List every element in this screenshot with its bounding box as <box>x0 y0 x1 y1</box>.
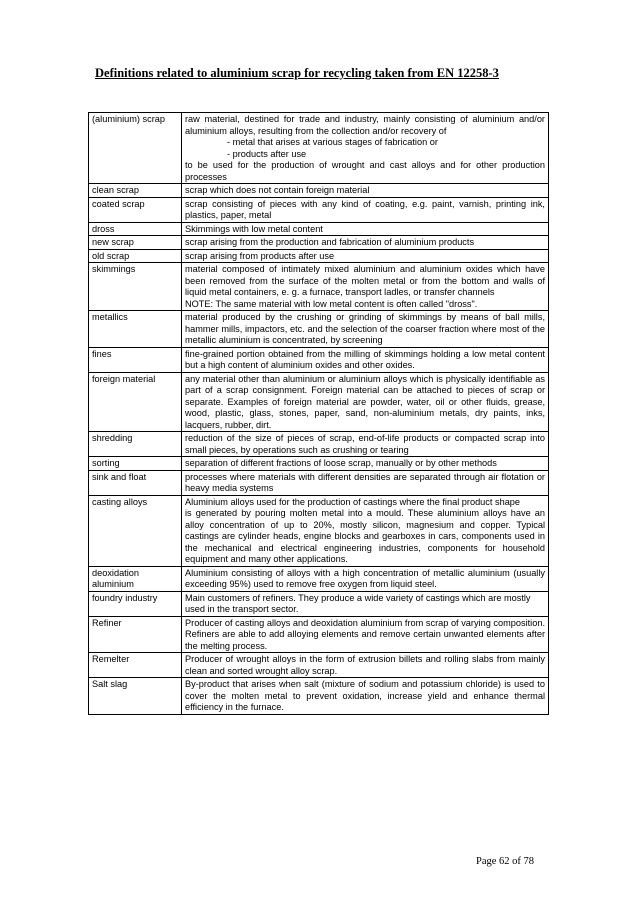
description-cell: Aluminium consisting of alloys with a high concentration of metallic aluminium (usually exceeding 95%) used to remove free oxygen from liquid steel. <box>182 566 549 591</box>
term-cell: Remelter <box>89 653 182 678</box>
table-row <box>89 311 549 348</box>
table-row <box>89 457 549 471</box>
term-cell: metallics <box>89 311 182 348</box>
table-row <box>89 372 549 432</box>
description-subitem: - metal that arises at various stages of fabrication or <box>227 137 438 147</box>
term-cell: skimmings <box>89 263 182 311</box>
table-row <box>89 236 549 250</box>
description-cell: Skimmings with low metal content <box>182 222 549 236</box>
term-cell: dross <box>89 222 182 236</box>
table-row <box>89 495 549 566</box>
description-cell: scrap arising from the production and fabrication of aluminium products <box>182 236 549 250</box>
description-cell: scrap arising from products after use <box>182 249 549 263</box>
description-cell: any material other than aluminium or aluminium alloys which is physically identifiable as part of a scrap consignment. Foreign material can be attached to pieces of scrap or separate. Examples of foreign material are powder, water, oil or other fluids, grease, wood, plastic, glass, stones, paper, sand, non-aluminium metals, dry paints, inks, lacquers, rubber, dirt. <box>182 372 549 432</box>
table-row <box>89 616 549 653</box>
description-text: Aluminium alloys used for the production of castings where the final product shape <box>185 496 521 507</box>
description-cell: scrap consisting of pieces with any kind of coating, e.g. paint, varnish, printing ink, plastics, paper, metal <box>182 197 549 222</box>
table-row <box>89 653 549 678</box>
description-text: is generated by pouring molten metal into a mould. These aluminium alloys have an alloy concentration of up to 20%, mostly silicon, magnesium and copper. Typical castings are cylinder heads, engine blocks and gearboxes in cars, components used in the mechanical and electrical engineering industries, components for household equipment and many other applications. <box>185 508 545 564</box>
description-note: NOTE: The same material with low metal content is often called "dross". <box>185 298 478 309</box>
table-row <box>89 566 549 591</box>
description-text: used in the transport sector. <box>185 604 299 614</box>
term-cell: deoxidation aluminium <box>89 566 182 591</box>
term-cell: coated scrap <box>89 197 182 222</box>
term-cell: old scrap <box>89 249 182 263</box>
table-row <box>89 678 549 715</box>
term-cell: Salt slag <box>89 678 182 715</box>
term-cell: (aluminium) scrap <box>89 113 182 184</box>
term-cell: sink and float <box>89 470 182 495</box>
description-cell: separation of different fractions of loose scrap, manually or by other methods <box>182 457 549 471</box>
description-cell: reduction of the size of pieces of scrap, end-of-life products or compacted scrap into small pieces, by operations such as crushing or tearing <box>182 432 549 457</box>
term-cell: clean scrap <box>89 184 182 198</box>
description-cell: By-product that arises when salt (mixture of sodium and potassium chloride) is used to cover the molten metal to prevent oxidation, increase yield and enhance thermal efficiency in the furnace. <box>182 678 549 715</box>
term-cell: Refiner <box>89 616 182 653</box>
description-cell: scrap which does not contain foreign material <box>182 184 549 198</box>
table-row <box>89 184 549 198</box>
term-cell: shredding <box>89 432 182 457</box>
description-cell: Producer of casting alloys and deoxidation aluminium from scrap of varying composition. Refiners are able to add alloying elements and remove certain unwanted elements after the melting process. <box>182 616 549 653</box>
description-subitem: - products after use <box>227 148 307 159</box>
page-title: Definitions related to aluminium scrap for recycling taken from EN 12258-3 <box>95 66 499 80</box>
description-cell: Producer of wrought alloys in the form of extrusion billets and rolling slabs from mainly clean and sorted wrought alloy scrap. <box>182 653 549 678</box>
page-number: Page 62 of 78 <box>476 856 535 867</box>
description-cell <box>182 263 549 311</box>
definitions-table <box>88 112 549 715</box>
table-row <box>89 263 549 311</box>
description-text: Main customers of refiners. They produce a wide variety of castings which are mostly <box>185 592 531 603</box>
description-text: raw material, destined for trade and industry, mainly consisting of aluminium and/or aluminium alloys, resulting from the collection and/or recovery of <box>185 114 545 136</box>
term-cell: foundry industry <box>89 591 182 616</box>
description-text: to be used for the production of wrought and cast alloys and for other production processes <box>185 160 545 182</box>
description-cell: processes where materials with different densities are separated through air flotation or heavy media systems <box>182 470 549 495</box>
description-cell <box>182 591 549 616</box>
table-row <box>89 113 549 184</box>
description-cell: material produced by the crushing or grinding of skimmings by means of ball mills, hammer mills, impactors, etc. and the selection of the coarser fraction where most of the metallic aluminium is concentrated, by screening <box>182 311 549 348</box>
term-cell: new scrap <box>89 236 182 250</box>
description-cell <box>182 495 549 566</box>
table-row <box>89 591 549 616</box>
table-row <box>89 197 549 222</box>
description-text: material composed of intimately mixed aluminium and aluminium oxides which have been removed from the surface of the molten metal or from the bottom and walls of liquid metal containers, e. g. a furnace, transport ladles, or transfer channels <box>185 264 545 297</box>
table-row <box>89 470 549 495</box>
table-row <box>89 347 549 372</box>
term-cell: fines <box>89 347 182 372</box>
term-cell: foreign material <box>89 372 182 432</box>
term-cell: casting alloys <box>89 495 182 566</box>
table-row <box>89 222 549 236</box>
description-cell <box>182 113 549 184</box>
table-row <box>89 432 549 457</box>
table-row <box>89 249 549 263</box>
term-cell: sorting <box>89 457 182 471</box>
description-cell: fine-grained portion obtained from the milling of skimmings holding a low metal content but a high content of aluminium oxides and other oxides. <box>182 347 549 372</box>
